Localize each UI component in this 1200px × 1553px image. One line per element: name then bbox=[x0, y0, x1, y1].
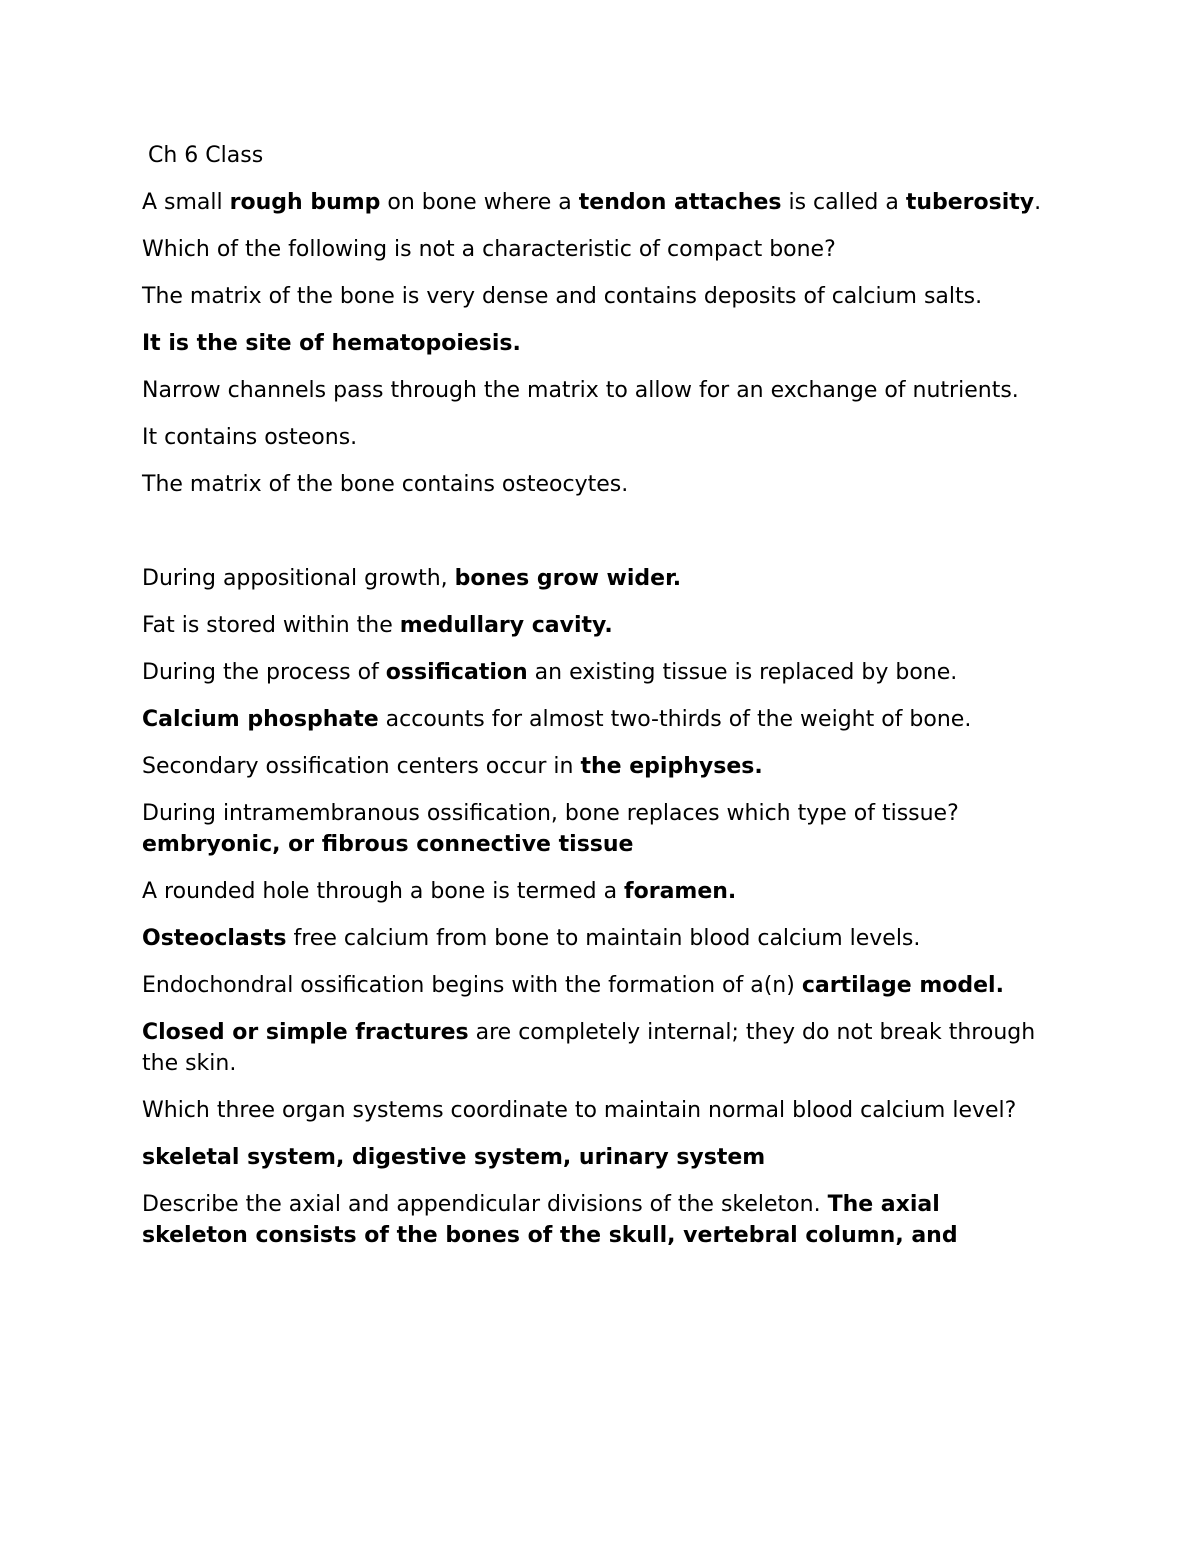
bold-text: bones grow wider. bbox=[454, 566, 682, 591]
paragraph-list bbox=[142, 187, 1042, 1251]
text-run: It contains osteons. bbox=[142, 425, 358, 450]
paragraph-p9 bbox=[142, 610, 1042, 641]
bold-text: Osteoclasts bbox=[142, 926, 287, 951]
text-run: free calcium from bone to maintain blood calcium levels. bbox=[286, 926, 921, 951]
paragraph-p17 bbox=[142, 1017, 1042, 1079]
paragraph-p14 bbox=[142, 876, 1042, 907]
bold-text: Closed or simple fractures bbox=[142, 1020, 469, 1045]
text-run: Secondary ossification centers occur in bbox=[142, 754, 581, 779]
paragraph-p2 bbox=[142, 234, 1042, 265]
text-run: on bone where a bbox=[380, 190, 579, 215]
text-run: During the process of bbox=[142, 660, 386, 685]
bold-text: It is the site of hematopoiesis. bbox=[142, 331, 521, 356]
paragraph-p20 bbox=[142, 1189, 1042, 1251]
paragraph-p7 bbox=[142, 469, 1042, 500]
blank-line bbox=[142, 516, 1042, 563]
text-run: Endochondral ossification begins with the formation of a(n) bbox=[142, 973, 802, 998]
bold-text: the epiphyses. bbox=[580, 754, 763, 779]
bold-text: Calcium phosphate bbox=[142, 707, 379, 732]
bold-text: tuberosity bbox=[905, 190, 1035, 215]
paragraph-p10 bbox=[142, 657, 1042, 688]
paragraph-p18 bbox=[142, 1095, 1042, 1126]
bold-text: embryonic, or fibrous connective tissue bbox=[142, 832, 634, 857]
text-run: Fat is stored within the bbox=[142, 613, 400, 638]
paragraph-p4 bbox=[142, 328, 1042, 359]
text-run: A small bbox=[142, 190, 230, 215]
text-run: Which three organ systems coordinate to maintain normal blood calcium level? bbox=[142, 1098, 1017, 1123]
paragraph-p5 bbox=[142, 375, 1042, 406]
text-run: are completely internal; they do not break through the skin. bbox=[142, 1020, 1036, 1076]
bold-text: skeletal system, digestive system, urinary system bbox=[142, 1145, 766, 1170]
paragraph-p3 bbox=[142, 281, 1042, 312]
paragraph-p15 bbox=[142, 923, 1042, 954]
paragraph-p16 bbox=[142, 970, 1042, 1001]
text-run: During appositional growth, bbox=[142, 566, 455, 591]
text-run: During intramembranous ossification, bone replaces which type of tissue? bbox=[142, 801, 959, 826]
bold-text: The axial skeleton consists of the bones of the skull, vertebral column, and bbox=[142, 1192, 958, 1248]
bold-text: cartilage model. bbox=[801, 973, 1004, 998]
text-run: Narrow channels pass through the matrix to allow for an exchange of nutrients. bbox=[142, 378, 1019, 403]
text-run: . bbox=[1034, 190, 1042, 215]
text-run: The matrix of the bone is very dense and contains deposits of calcium salts. bbox=[142, 284, 983, 309]
paragraph-p11 bbox=[142, 704, 1042, 735]
text-run: accounts for almost two-thirds of the weight of bone. bbox=[378, 707, 972, 732]
paragraph-p19 bbox=[142, 1142, 1042, 1173]
document-title: Ch 6 Class bbox=[148, 143, 264, 168]
bold-text: ossification bbox=[385, 660, 528, 685]
text-run: Describe the axial and appendicular divisions of the skeleton. bbox=[142, 1192, 828, 1217]
text-run: A rounded hole through a bone is termed a bbox=[142, 879, 625, 904]
text-run: an existing tissue is replaced by bone. bbox=[527, 660, 958, 685]
bold-text: foramen. bbox=[624, 879, 737, 904]
bold-text: medullary cavity. bbox=[399, 613, 613, 638]
paragraph-p8 bbox=[142, 563, 1042, 594]
bold-text: tendon attaches bbox=[578, 190, 782, 215]
bold-text: rough bump bbox=[229, 190, 381, 215]
paragraph-p1 bbox=[142, 187, 1042, 218]
document-body bbox=[142, 140, 1042, 1267]
text-run: is called a bbox=[781, 190, 906, 215]
text-run: Which of the following is not a characteristic of compact bone? bbox=[142, 237, 836, 262]
paragraph-p12 bbox=[142, 751, 1042, 782]
text-run: The matrix of the bone contains osteocytes. bbox=[142, 472, 629, 497]
paragraph-p6 bbox=[142, 422, 1042, 453]
paragraph-p13 bbox=[142, 798, 1042, 860]
